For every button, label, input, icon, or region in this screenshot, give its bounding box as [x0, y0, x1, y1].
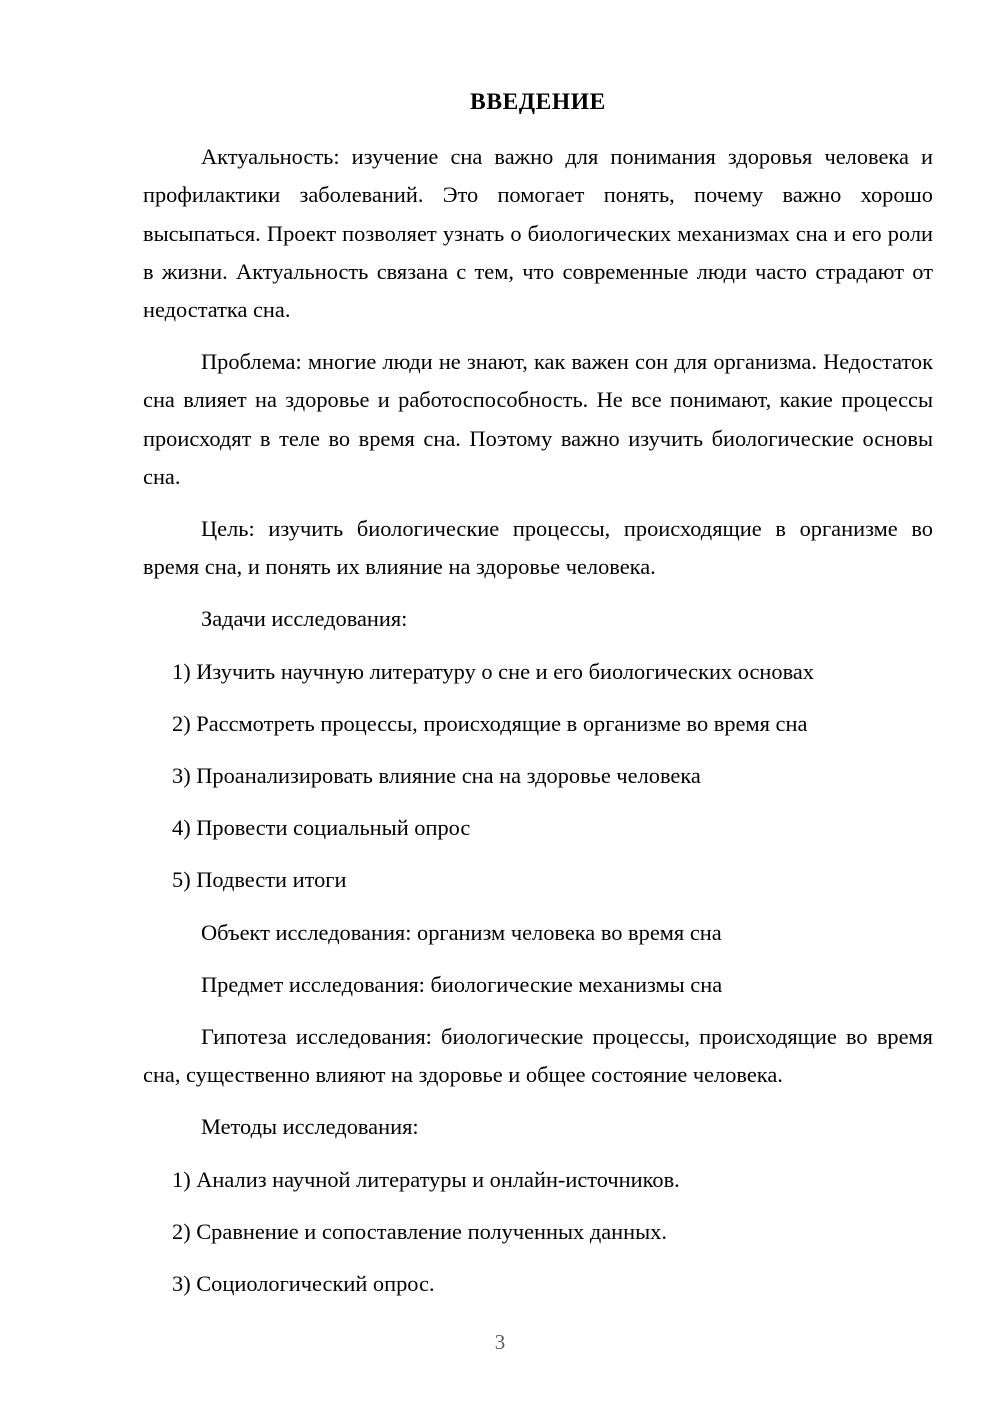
document-body — [143, 88, 933, 1317]
task-item-5: 5) Подвести итоги — [172, 867, 347, 893]
task-item-2: 2) Рассмотреть процессы, происходящие в организме во время сна — [172, 710, 808, 736]
method-item-3: 3) Социологический опрос. — [172, 1271, 435, 1297]
method-item-2: 2) Сравнение и сопоставление полученных данных. — [172, 1218, 667, 1244]
paragraph-relevance: Актуальность: изучение сна важно для понимания здоровья человека и профилактики заболеваний. Это помогает понять, почему важно хорошо высыпаться. Проект позволяет узнать о биологических механизмах сна и его роли в жизни. Актуальность связана с тем, что современные люди часто страдают от недостатка сна. — [143, 144, 933, 322]
object-of-research-line: Объект исследования: организм человека во время сна — [201, 919, 722, 945]
tasks-heading: Задачи исследования: — [201, 606, 408, 632]
subject-of-research-line: Предмет исследования: биологические механизмы сна — [201, 971, 723, 997]
page-title: ВВЕДЕНИЕ — [470, 89, 606, 115]
task-item-3: 3) Проанализировать влияние сна на здоровье человека — [172, 763, 701, 789]
methods-heading: Методы исследования: — [201, 1114, 419, 1140]
paragraph-problem: Проблема: многие люди не знают, как важен сон для организма. Недостаток сна влияет на здоровье и работоспособность. Не все понимают, какие процессы происходят в теле во время сна. Поэтому важно изучить биологические основы сна. — [143, 349, 933, 489]
task-item-1: 1) Изучить научную литературу о сне и его биологических основах — [172, 658, 815, 684]
method-item-1: 1) Анализ научной литературы и онлайн-источников. — [172, 1166, 680, 1192]
page-number: 3 — [494, 1330, 506, 1354]
task-item-4: 4) Провести социальный опрос — [172, 815, 471, 841]
paragraph-goal: Цель: изучить биологические процессы, происходящие в организме во время сна, и понять их влияние на здоровье человека. — [143, 516, 933, 580]
hypothesis-paragraph: Гипотеза исследования: биологические процессы, происходящие во время сна, существенно влияют на здоровье и общее состояние человека. — [143, 1024, 933, 1088]
